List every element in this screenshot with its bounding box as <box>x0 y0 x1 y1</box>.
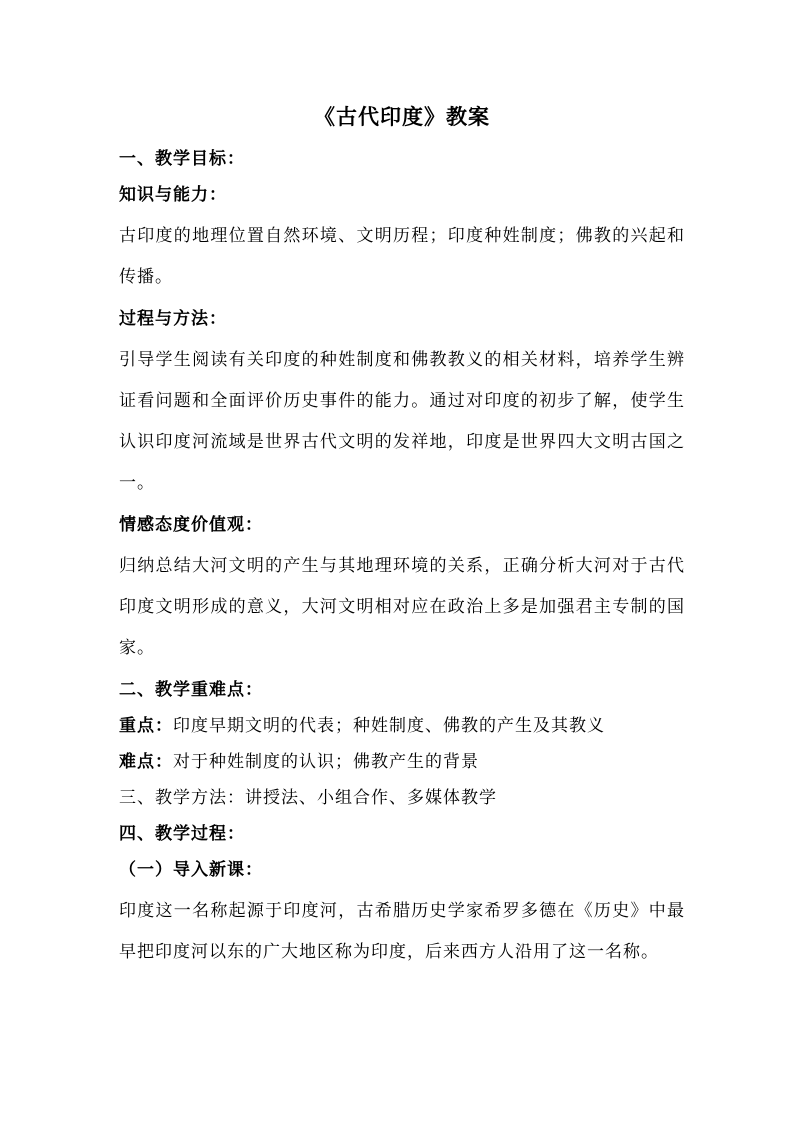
difficult-points-text: 对于种姓制度的认识；佛教产生的背景 <box>173 752 479 772</box>
subheading-introduction: （一）导入新课： <box>119 860 263 880</box>
key-points-label: 重点： <box>119 716 173 736</box>
key-points-text: 印度早期文明的代表；种姓制度、佛教的产生及其教义 <box>173 716 605 736</box>
key-points-line <box>119 711 685 741</box>
introduction-paragraph: 印度这一名称起源于印度河，古希腊历史学家希罗多德在《历史》中最早把印度河以东的广大地区称为印度，后来西方人沿用了这一名称。 <box>119 901 685 962</box>
difficult-points-line <box>119 747 685 777</box>
process-paragraph: 引导学生阅读有关印度的种姓制度和佛教教义的相关材料，培养学生辨证看问题和全面评价历史事件的能力。通过对印度的初步了解，使学生认识印度河流域是世界古代文明的发祥地，印度是世界四大文明古国之一。 <box>119 350 685 493</box>
section-teaching-goals: 一、教学目标： <box>119 149 245 169</box>
subheading-process: 过程与方法： <box>119 309 227 329</box>
difficult-points-label: 难点： <box>119 752 173 772</box>
subheading-emotion: 情感态度价值观： <box>119 515 263 535</box>
page-title: 《古代印度》教案 <box>314 104 490 129</box>
section-teaching-process: 四、教学过程： <box>119 824 245 844</box>
emotion-paragraph: 归纳总结大河文明的产生与其地理环境的关系，正确分析大河对于古代印度文明形成的意义，大河文明相对应在政治上多是加强君主专制的国家。 <box>119 556 685 658</box>
subheading-knowledge: 知识与能力： <box>119 185 227 205</box>
section-teaching-methods: 三、教学方法：讲授法、小组合作、多媒体教学 <box>119 788 497 808</box>
section-key-difficult: 二、教学重难点： <box>119 680 263 700</box>
knowledge-paragraph: 古印度的地理位置自然环境、文明历程；印度种姓制度；佛教的兴起和传播。 <box>119 226 685 287</box>
document-body <box>119 100 685 973</box>
